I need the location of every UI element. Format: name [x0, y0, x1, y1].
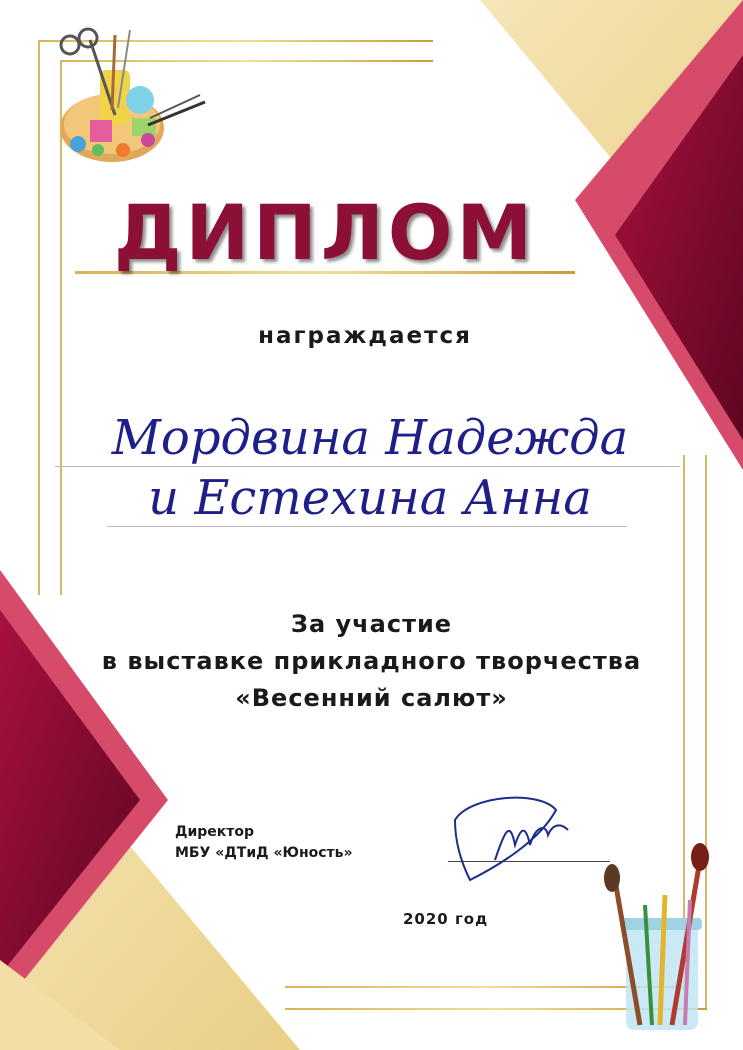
- signer-title: Директор: [175, 824, 255, 840]
- frame-right-line: [705, 455, 707, 1010]
- diploma-title: ДИПЛОМ: [113, 188, 537, 277]
- frame-right-line-inner: [683, 455, 685, 990]
- frame-top-line-inner: [60, 60, 433, 62]
- frame-top-line: [38, 40, 433, 42]
- reason-line-2: в выставке прикладного творчества: [101, 647, 642, 675]
- frame-left-line: [38, 40, 40, 595]
- recipient-name-line-1: Мордвина Надежда: [111, 410, 629, 466]
- name-line-1: [55, 466, 680, 467]
- signature-line: [448, 861, 610, 862]
- awarded-label: награждается: [258, 323, 472, 349]
- reason-line-3: «Весенний салют»: [235, 684, 508, 712]
- year-label: 2020 год: [403, 910, 489, 928]
- frame-bottom-line: [285, 1008, 707, 1010]
- reason-line-1: За участие: [290, 610, 453, 638]
- name-line-2: [107, 526, 627, 527]
- recipient-name-line-2: и Естехина Анна: [148, 470, 592, 526]
- signer-organization: МБУ «ДТиД «Юность»: [175, 845, 353, 861]
- frame-bottom-line-inner: [285, 986, 685, 988]
